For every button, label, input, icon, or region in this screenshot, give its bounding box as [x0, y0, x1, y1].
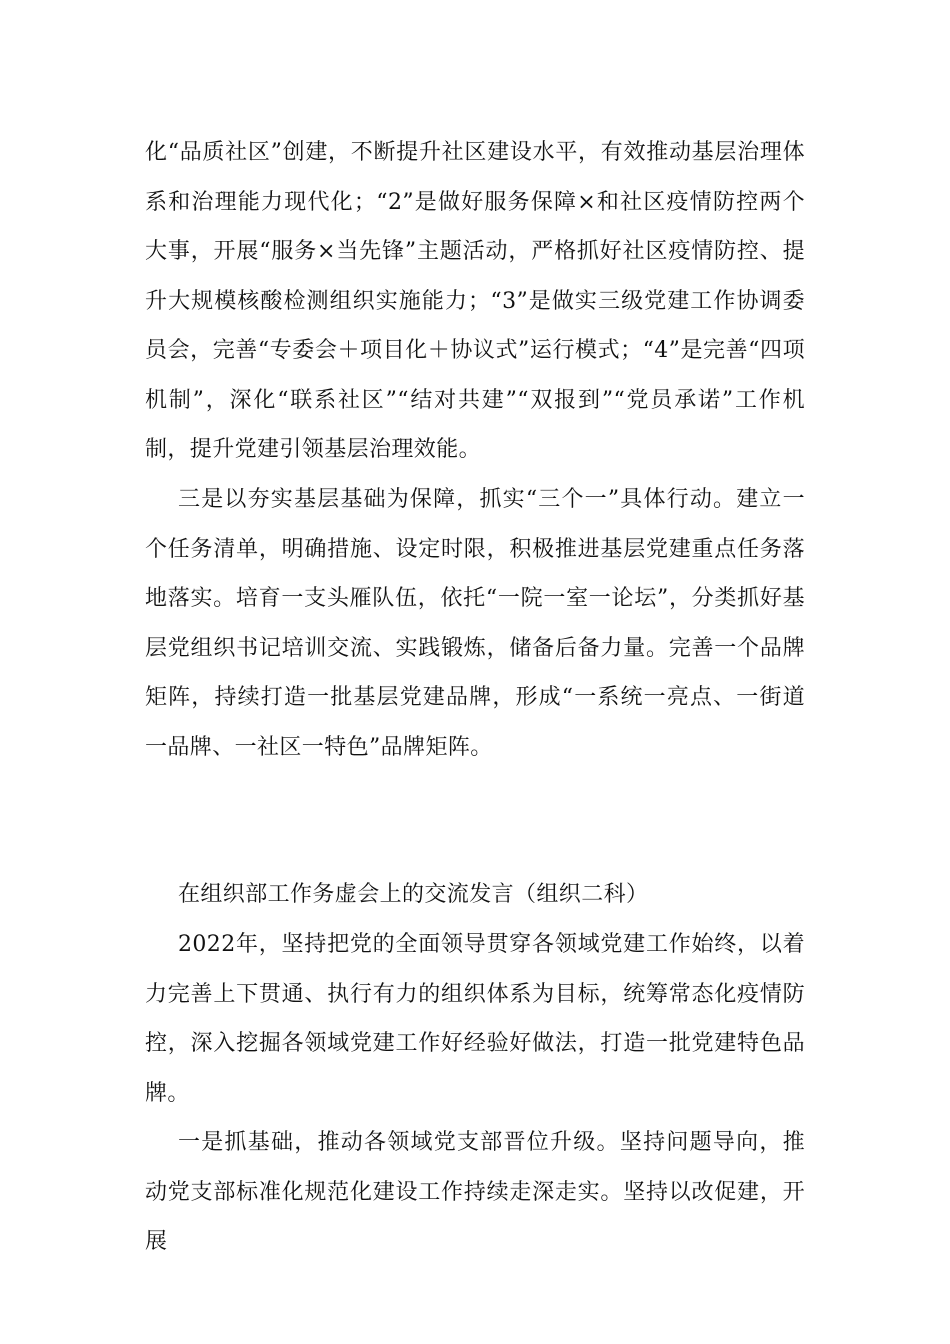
paragraph-three — [145, 475, 805, 772]
paragraph-one: 一是抓基础，推动各领域党支部晋位升级。坚持问题导向，推动党支部标准化规范化建设工作持续走深走实。坚持以改促建，开展 — [145, 1130, 805, 1254]
paragraph-text: 三是以夯实基层基础为保障，抓实“三个一”具体行动。建立一个任务清单，明确措施、设定时限，积极推进基层党建重点任务落地落实。培育一支头雁队伍，依托“一院一室一论坛”，分类抓好基层党组织书记培训交流、实践锻炼，储备后备力量。完善一个品牌矩阵，持续打造一批基层党建品牌，形成“一系统一亮点、一街道一品牌、一社区一特色”品牌矩阵。 — [145, 487, 805, 760]
section-heading: 在组织部工作务虚会上的交流发言（组织二科） — [178, 882, 649, 907]
speech-body — [145, 920, 805, 1267]
paragraph-text: 化“品质社区”创建，不断提升社区建设水平，有效推动基层治理体系和治理能力现代化；“2”是做好服务保障×和社区疫情防控两个大事，开展“服务×当先锋”主题活动，严格抓好社区疫情防控、提升大规模核酸检测组织实施能力；“3”是做实三级党建工作协调委员会，完善“专委会＋项目化＋协议式”运行模式；“4”是完善“四项机制”，深化“联系社区”“结对共建”“双报到”“党员承诺”工作机制，提升党建引领基层治理效能。 — [145, 140, 805, 462]
intro-paragraph: 2022年，坚持把党的全面领导贯穿各领域党建工作始终，以着力完善上下贯通、执行有力的组织体系为目标，统筹常态化疫情防控，深入挖掘各领域党建工作好经验好做法，打造一批党建特色品牌。 — [145, 932, 805, 1106]
continued-paragraph — [145, 128, 805, 475]
